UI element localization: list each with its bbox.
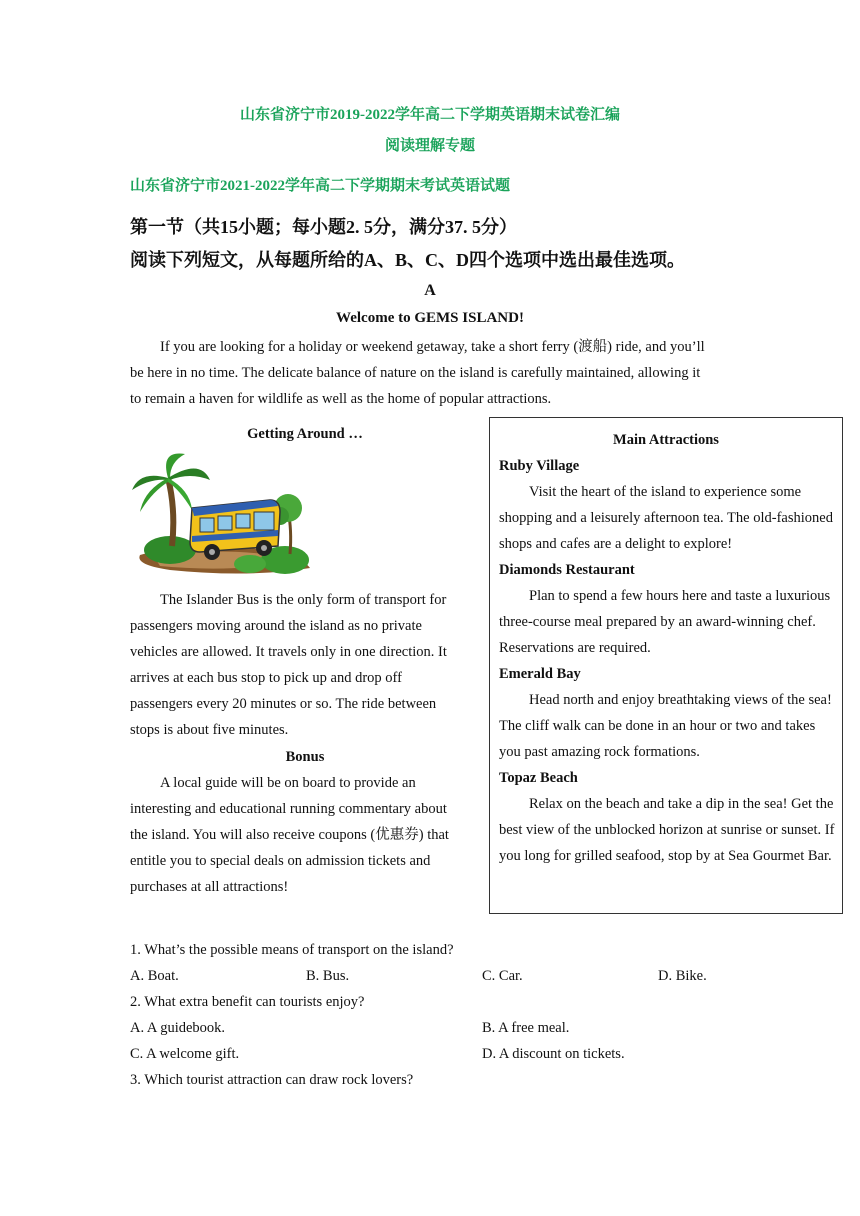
bonus-text: A local guide will be on board to provide an interesting and educational running commentary about the island. You will also receive coupons (优惠券) that entitle you to special deals on admission tickets and purchases at all attractions! [130, 775, 449, 895]
attraction-text: Visit the heart of the island to experience some shopping and a leisurely afternoon tea. The old-fashioned shops and cafes are a delight to explore! [499, 484, 833, 552]
question-2-stem: 2. What extra benefit can tourists enjoy? [130, 994, 365, 1010]
attraction-item [499, 661, 837, 765]
attraction-item [499, 557, 837, 661]
bonus-heading: Bonus [285, 749, 325, 765]
doc-title: 山东省济宁市2019-2022学年高二下学期英语期末试卷汇编 [240, 107, 620, 123]
question-2-option-b: B. A free meal. [482, 1020, 570, 1036]
bus-with-palm-trees-illustration [130, 450, 315, 580]
attraction-item [499, 453, 837, 557]
question-1-option-d: D. Bike. [658, 968, 707, 984]
section-heading: 第一节（共15小题；每小题2. 5分，满分37. 5分） [130, 217, 517, 237]
attraction-name: Ruby Village [499, 458, 580, 474]
question-1-option-b: B. Bus. [306, 968, 350, 984]
getting-around-text: The Islander Bus is the only form of transport for passengers moving around the island as no private vehicles are allowed. It travels only in one direction. It arrives at each bus stop to pick up and drop off passengers every 20 minutes or so. The ride between stops is about five minutes. [130, 592, 447, 738]
attraction-name: Emerald Bay [499, 666, 581, 682]
question-3-stem: 3. Which tourist attraction can draw rock lovers? [130, 1072, 414, 1088]
question-2-option-d: D. A discount on tickets. [482, 1046, 625, 1062]
attraction-text: Relax on the beach and take a dip in the sea! Get the best view of the unblocked horizon at sunrise or sunset. If you long for grilled seafood, stop by at Sea Gourmet Bar. [499, 796, 835, 864]
passage-title: Welcome to GEMS ISLAND! [336, 310, 524, 326]
passage-letter: A [424, 282, 436, 299]
attraction-name: Topaz Beach [499, 770, 578, 786]
main-attractions-heading: Main Attractions [613, 432, 719, 448]
main-attractions-box [489, 417, 843, 914]
question-2-option-c: C. A welcome gift. [130, 1046, 240, 1062]
question-1-option-c: C. Car. [482, 968, 523, 984]
passage-intro: If you are looking for a holiday or weekend getaway, take a short ferry (渡船) ride, and you’ll be here in no time. The delicate balance of nature on the island is carefully maintained, allowing it to remain a haven for wildlife as well as the home of popular attractions. [130, 339, 705, 407]
exam-title: 山东省济宁市2021-2022学年高二下学期期末考试英语试题 [130, 178, 510, 194]
attraction-item [499, 765, 837, 869]
attraction-text: Head north and enjoy breathtaking views of the sea! The cliff walk can be done in an hour or two and takes you past amazing rock formations. [499, 692, 832, 760]
section-instruction: 阅读下列短文，从每题所给的A、B、C、D四个选项中选出最佳选项。 [130, 250, 685, 270]
question-1-stem: 1. What’s the possible means of transport on the island? [130, 942, 454, 958]
attractions-list [499, 453, 837, 869]
attraction-text: Plan to spend a few hours here and taste a luxurious three-course meal prepared by an award-winning chef. Reservations are required. [499, 588, 831, 656]
getting-around-heading: Getting Around … [247, 426, 363, 442]
attraction-name: Diamonds Restaurant [499, 562, 635, 578]
question-2-option-a: A. A guidebook. [130, 1020, 226, 1036]
doc-subtitle: 阅读理解专题 [384, 138, 475, 154]
question-1-option-a: A. Boat. [130, 968, 179, 984]
